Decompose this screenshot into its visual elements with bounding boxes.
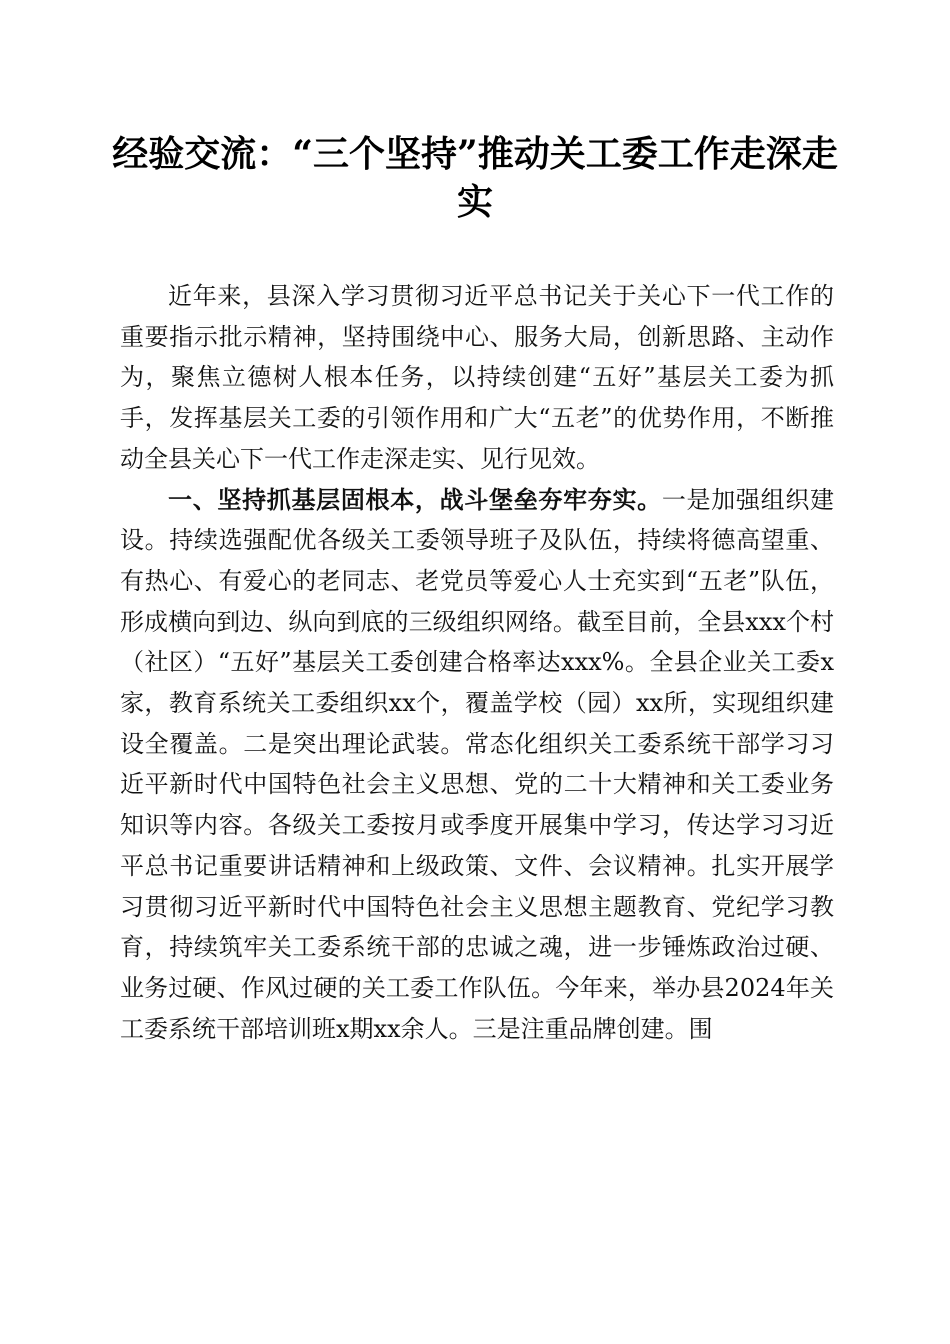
section-1-paragraph (120, 480, 834, 1050)
intro-paragraph: 近年来，县深入学习贯彻习近平总书记关于关心下一代工作的重要指示批示精神，坚持围绕中心、服务大局，创新思路、主动作为，聚焦立德树人根本任务，以持续创建“五好”基层关工委为抓手，发挥基层关工委的引领作用和广大“五老”的优势作用，不断推动全县关心下一代工作走深走实、见行见效。 (120, 282, 834, 473)
document-title: 经验交流：“三个坚持”推动关工委工作走深走实 (112, 133, 838, 223)
document-body (120, 276, 834, 1049)
section-1-heading: 一、坚持抓基层固根本，战斗堡垒夯牢夯实。 (168, 485, 662, 514)
section-1-body: 一是加强组织建设。持续选强配优各级关工委领导班子及队伍，持续将德高望重、有热心、有爱心的老同志、老党员等爱心人士充实到“五老”队伍，形成横向到边、纵向到底的三级组织网络。截至目前，全县xxx个村（社区）“五好”基层关工委创建合格率达xxx%。全县企业关工委x家，教育系统关工委组织xx个，覆盖学校（园）xx所，实现组织建设全覆盖。二是突出理论武装。常态化组织关工委系统干部学习习近平新时代中国特色社会主义思想、党的二十大精神和关工委业务知识等内容。各级关工委按月或季度开展集中学习，传达学习习近平总书记重要讲话精神和上级政策、文件、会议精神。扎实开展学习贯彻习近平新时代中国特色社会主义思想主题教育、党纪学习教育，持续筑牢关工委系统干部的忠诚之魂，进一步锤炼政治过硬、业务过硬、作风过硬的关工委工作队伍。今年来，举办县2024年关工委系统干部培训班x期xx余人。三是注重品牌创建。围 (120, 485, 835, 1043)
